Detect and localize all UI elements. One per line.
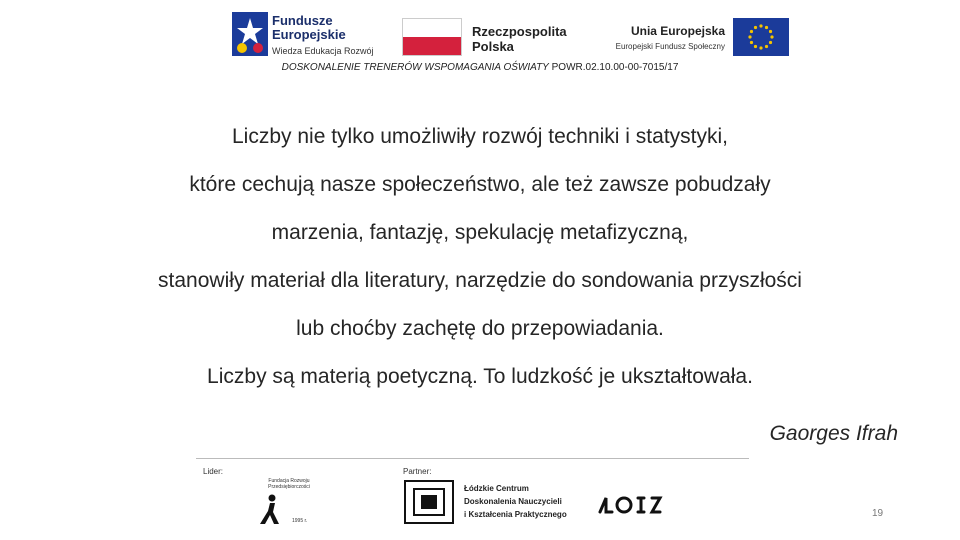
footer-divider [196, 458, 749, 459]
rzeczpospolita-polska-logo [402, 18, 582, 58]
lodz-logo-icon [594, 488, 664, 520]
rp-title [472, 24, 567, 54]
eu-star [769, 30, 772, 33]
quote-line: Liczby są materią poetyczną. To ludzkość je ukształtowała. [207, 365, 753, 388]
partner-name [464, 482, 567, 521]
project-name: DOSKONALENIE TRENERÓW WSPOMAGANIA OŚWIATY [281, 62, 549, 73]
eu-star [769, 41, 772, 44]
quote-line: które cechują nasze społeczeństwo, ale też zawsze pobudzały [189, 173, 771, 196]
leader-logo-year: 1995 r. [292, 518, 308, 524]
poland-flag-icon [402, 18, 462, 56]
fe-subtitle: Wiedza Edukacja Rozwój [272, 46, 374, 56]
eu-star [765, 45, 768, 48]
ue-title: Unia Europejska [630, 24, 725, 38]
project-code: POWR.02.10.00-00-7015/17 [548, 62, 679, 73]
partner-square-icon [404, 480, 454, 524]
eu-star [754, 26, 757, 29]
page-number: 19 [872, 508, 884, 519]
eu-star [765, 26, 768, 29]
leader-logo-name: Fundacja Rozwoju Przedsiębiorczości [268, 478, 310, 490]
eu-flag-icon [733, 18, 789, 56]
unia-europejska-logo [600, 18, 790, 58]
quote-block [40, 118, 920, 406]
quote-line: Liczby nie tylko umożliwiły rozwój techniki i statystyki, [232, 125, 728, 148]
eu-star [759, 46, 762, 49]
fe-title [272, 14, 346, 42]
quote-author: Gaorges Ifrah [769, 422, 898, 445]
eu-star [748, 35, 751, 38]
quote-line: marzenia, fantazję, spekulację metafizyczną, [271, 221, 689, 244]
fe-title-line1: Fundusze [272, 13, 333, 28]
fe-title-line2: Europejskie [272, 27, 346, 42]
eu-star [750, 41, 753, 44]
fundusze-europejskie-logo [232, 12, 372, 60]
fe-star-icon [232, 12, 268, 56]
eu-star [750, 30, 753, 33]
eu-star [759, 24, 762, 27]
quote-line: stanowiły materiał dla literatury, narzędzie do sondowania przyszłości [158, 269, 802, 292]
partner-name-line: i Kształcenia Praktycznego [464, 510, 567, 519]
ue-subtitle: Europejski Fundusz Społeczny [615, 42, 725, 51]
leader-logo [256, 478, 316, 528]
rp-title-line2: Polska [472, 39, 514, 54]
partner-name-line: Łódzkie Centrum [464, 484, 529, 493]
partner-name-line: Doskonalenia Nauczycieli [464, 497, 562, 506]
walking-figure-icon [258, 494, 284, 526]
ue-text [600, 24, 725, 51]
partner-label: Partner: [403, 467, 432, 476]
eu-star [770, 35, 773, 38]
partner-logo [404, 480, 574, 526]
eu-star [754, 45, 757, 48]
logo-bar [0, 10, 960, 62]
rp-title-line1: Rzeczpospolita [472, 24, 567, 39]
project-code-line [0, 62, 960, 73]
leader-label: Lider: [203, 467, 224, 476]
quote-line: lub choćby zachętę do przepowiadania. [296, 317, 664, 340]
